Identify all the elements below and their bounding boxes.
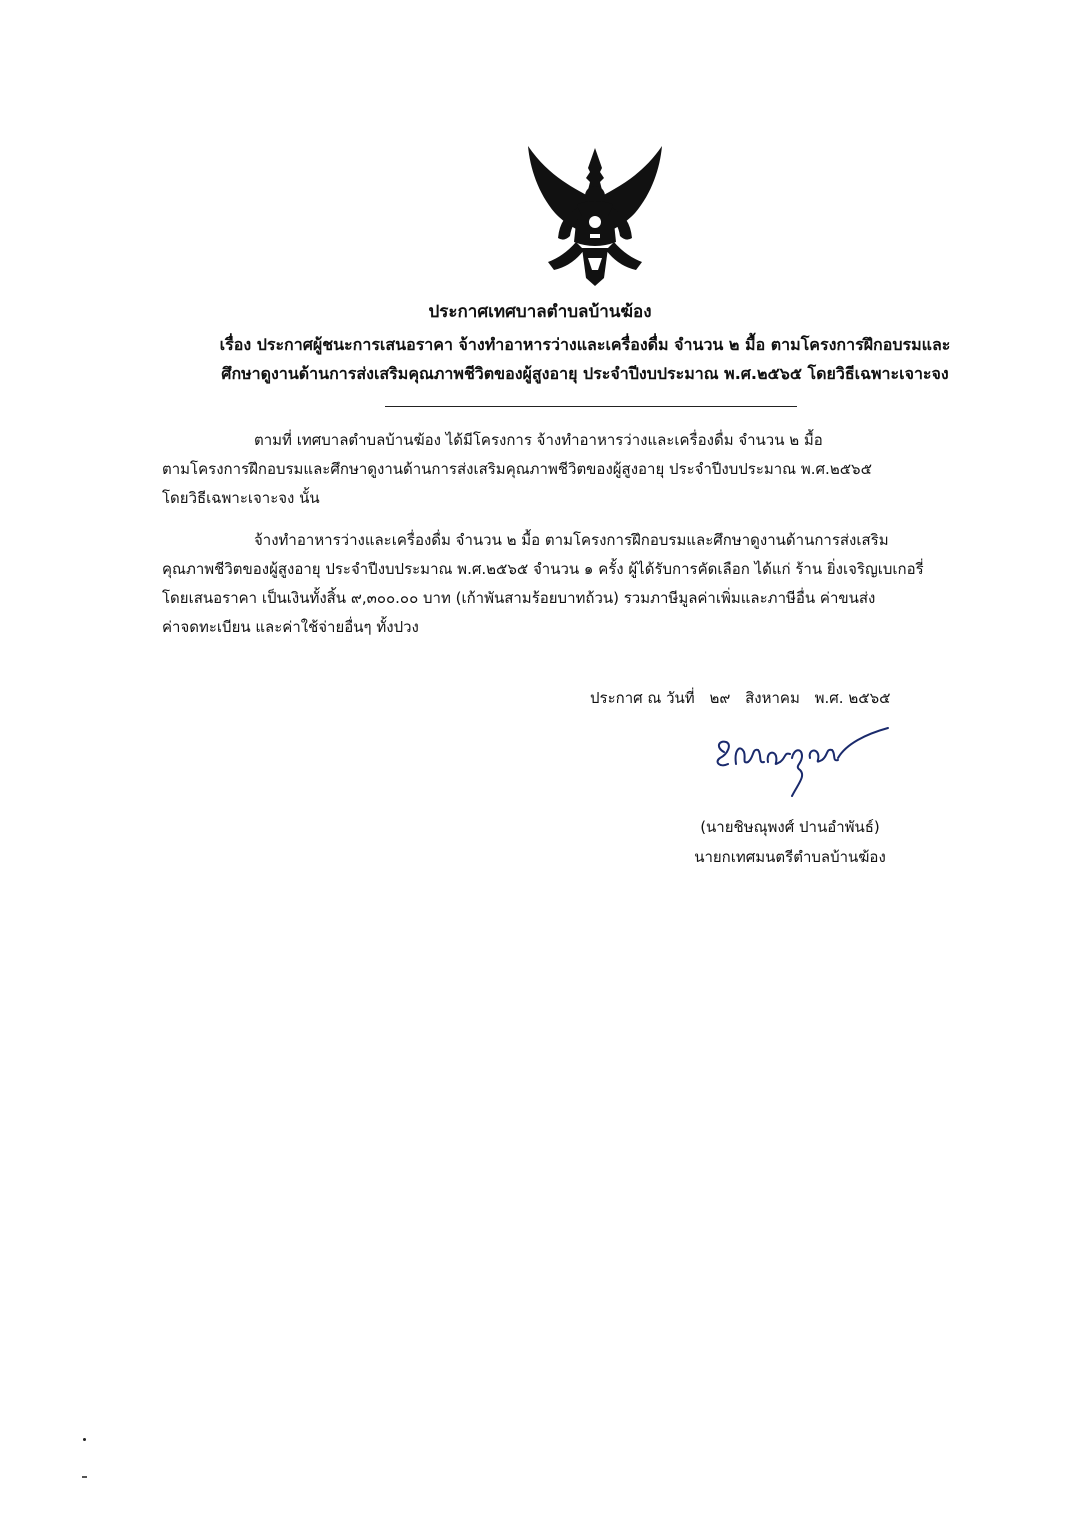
date-month: สิงหาคม xyxy=(745,689,800,707)
divider xyxy=(385,406,797,407)
handwritten-signature-icon xyxy=(706,718,896,802)
paragraph-line: คุณภาพชีวิตของผู้สูงอายุ ประจำปีงบประมาณ พ.ศ.๒๕๖๕ จำนวน ๑ ครั้ง ผู้ได้รับการคัดเลือก ได้แก่ ร้าน ยิ่งเจริญเบเกอรี่ xyxy=(162,560,924,578)
paragraph-line: โดยวิธีเฉพาะเจาะจง นั้น xyxy=(162,489,320,507)
paragraph-line: โดยเสนอราคา เป็นเงินทั้งสิ้น ๙,๓๐๐.๐๐ บาท (เก้าพันสามร้อยบาทถ้วน) รวมภาษีมูลค่าเพิ่มและภาษีอื่น ค่าขนส่ง xyxy=(162,589,876,607)
date-prefix: ประกาศ ณ วันที่ xyxy=(590,689,695,707)
paragraph-intro xyxy=(162,426,1022,513)
date-day: ๒๙ xyxy=(709,689,731,707)
announcement-subject xyxy=(155,330,1015,388)
date-year: พ.ศ. ๒๕๖๕ xyxy=(814,689,891,707)
paragraph-line: ตามที่ เทศบาลตำบลบ้านฆ้อง ได้มีโครงการ จ้างทำอาหารว่างและเครื่องดื่ม จำนวน ๒ มื้อ xyxy=(254,431,823,449)
subject-line: ศึกษาดูงานด้านการส่งเสริมคุณภาพชีวิตของผู้สูงอายุ ประจำปีงบประมาณ พ.ศ.๒๕๖๕ โดยวิธีเฉพาะเจาะจง xyxy=(221,364,949,383)
scan-mark xyxy=(82,1476,87,1478)
signer-position: นายกเทศมนตรีตำบลบ้านฆ้อง xyxy=(694,848,886,866)
signer-block xyxy=(660,812,920,872)
subject-line: เรื่อง ประกาศผู้ชนะการเสนอราคา จ้างทำอาหารว่างและเครื่องดื่ม จำนวน ๒ มื้อ ตามโครงการฝึกอบรมและ xyxy=(219,335,951,354)
signer-name: (นายชิษณุพงศ์ ปานอำพันธ์) xyxy=(700,818,880,836)
announcement-date xyxy=(590,686,900,710)
paragraph-line: จ้างทำอาหารว่างและเครื่องดื่ม จำนวน ๒ มื้อ ตามโครงการฝึกอบรมและศึกษาดูงานด้านการส่งเสริม xyxy=(254,531,889,549)
garuda-emblem-icon xyxy=(520,138,670,288)
paragraph-line: ค่าจดทะเบียน และค่าใช้จ่ายอื่นๆ ทั้งปวง xyxy=(162,618,419,636)
paragraph-line: ตามโครงการฝึกอบรมและศึกษาดูงานด้านการส่งเสริมคุณภาพชีวิตของผู้สูงอายุ ประจำปีงบประมาณ พ.ศ.๒๕๖๕ xyxy=(162,460,872,478)
paragraph-award xyxy=(162,526,1022,642)
scan-mark xyxy=(83,1438,86,1441)
announcement-title: ประกาศเทศบาลตำบลบ้านฆ้อง xyxy=(428,302,652,322)
